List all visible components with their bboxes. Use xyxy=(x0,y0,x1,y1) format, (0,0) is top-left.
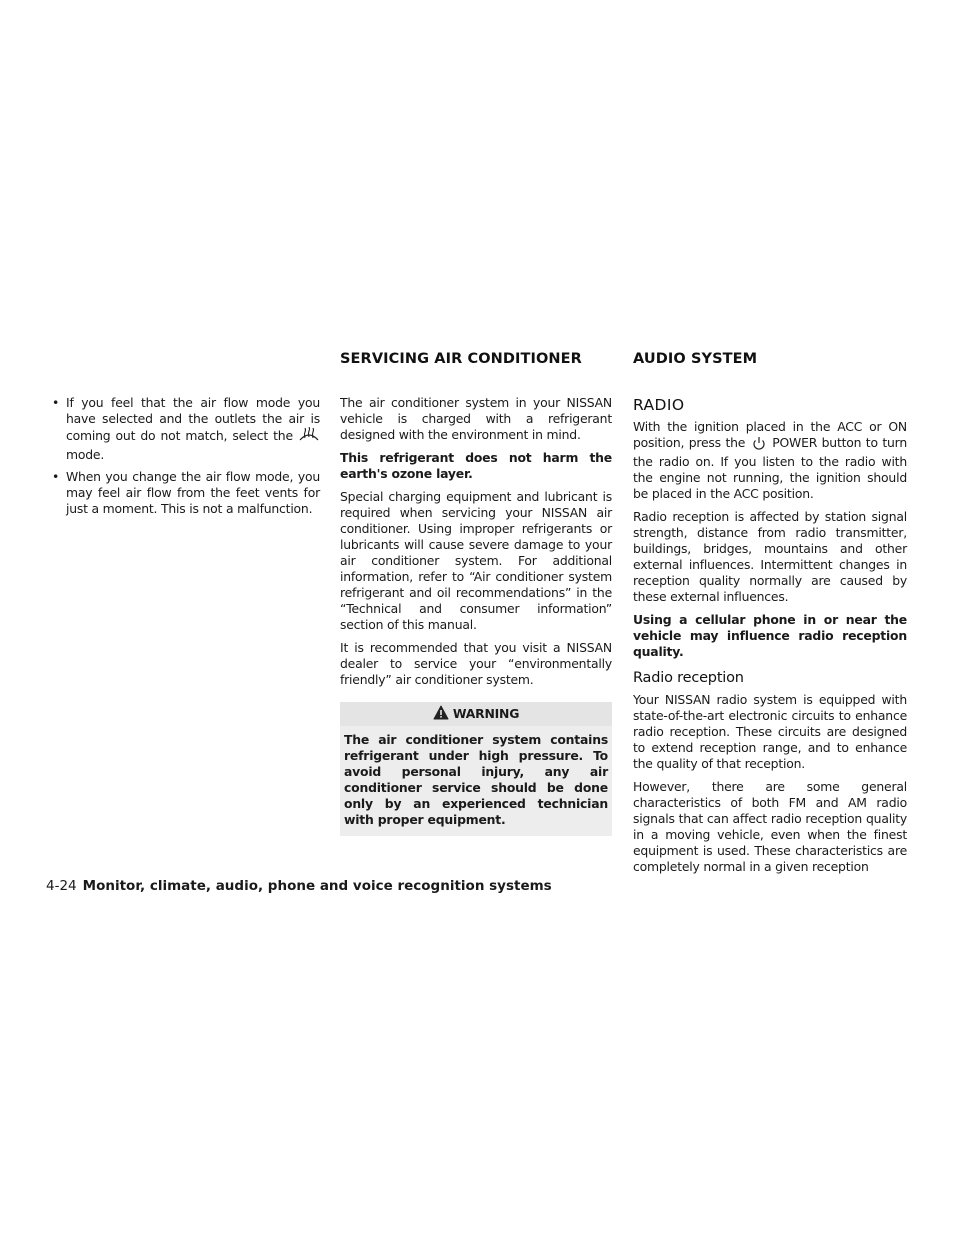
bullet-text-b: mode. xyxy=(66,447,105,462)
paragraph xyxy=(633,419,907,502)
chapter-title: Monitor, climate, audio, phone and voice recognition systems xyxy=(82,878,552,894)
paragraph-text-a: With the ignition placed in the ACC or ON position, press the xyxy=(633,419,907,450)
paragraph: Radio reception is affected by station signal strength, distance from radio transmitter, buildings, bridges, mountains and other external influences. Intermittent changes in reception quality normally are caused by these external influences. xyxy=(633,509,907,604)
servicing-heading: SERVICING AIR CONDITIONER xyxy=(340,351,582,367)
defrost-icon xyxy=(298,427,320,447)
page-number: 4-24 xyxy=(46,878,77,894)
warning-box xyxy=(340,702,612,836)
bullet-text-a: If you feel that the air flow mode you have selected and the outlets the air is coming out do not match, select the xyxy=(66,395,320,443)
paragraph-bold: Using a cellular phone in or near the vehicle may influence radio reception quality. xyxy=(633,612,907,659)
column-left xyxy=(46,395,320,523)
paragraph-bold: This refrigerant does not harm the earth's ozone layer. xyxy=(340,450,612,481)
paragraph-text-b: POWER button to turn the radio on. If you listen to the radio with the engine not running, the ignition should be placed in the ACC position. xyxy=(633,435,907,501)
warning-header xyxy=(340,702,612,726)
audio-heading: AUDIO SYSTEM xyxy=(633,351,758,367)
list-item xyxy=(46,395,320,463)
bullet-dot: • xyxy=(52,469,60,484)
radio-heading: RADIO xyxy=(633,396,685,414)
warning-text: The air conditioner system contains refrigerant under high pressure. To avoid personal injury, any air conditioner service should be done only by an experienced technician with proper equipment. xyxy=(340,726,612,836)
paragraph: It is recommended that you visit a NISSAN dealer to service your “environmentally friendly” air conditioner system. xyxy=(340,640,612,687)
paragraph: Special charging equipment and lubricant is required when servicing your NISSAN air conditioner. Using improper refrigerants or lubricants will cause severe damage to your air conditioner system. For additional information, refer to “Air conditioner system refrigerant and oil recommendations” in the “Technical and consumer information” section of this manual. xyxy=(340,489,612,632)
bullet-dot: • xyxy=(52,395,60,410)
list-item xyxy=(46,469,320,517)
radio-reception-heading: Radio reception xyxy=(633,670,744,686)
bullet-text: When you change the air flow mode, you may feel air flow from the feet vents for just a moment. This is not a malfunction. xyxy=(66,469,320,516)
paragraph: The air conditioner system in your NISSAN vehicle is charged with a refrigerant designed with the environment in mind. xyxy=(340,395,612,442)
page-footer xyxy=(46,878,552,894)
power-icon xyxy=(750,436,768,454)
warning-icon xyxy=(433,705,449,724)
warning-title: WARNING xyxy=(452,706,520,721)
column-middle xyxy=(340,395,612,836)
paragraph: However, there are some general characteristics of both FM and AM radio signals that can affect radio reception quality in a moving vehicle, even when the finest equipment is used. These characteristics are completely normal in a given reception xyxy=(633,779,907,874)
column-right xyxy=(633,395,907,882)
paragraph: Your NISSAN radio system is equipped with state-of-the-art electronic circuits to enhance radio reception. These circuits are designed to extend reception range, and to enhance the quality of that reception. xyxy=(633,692,907,771)
